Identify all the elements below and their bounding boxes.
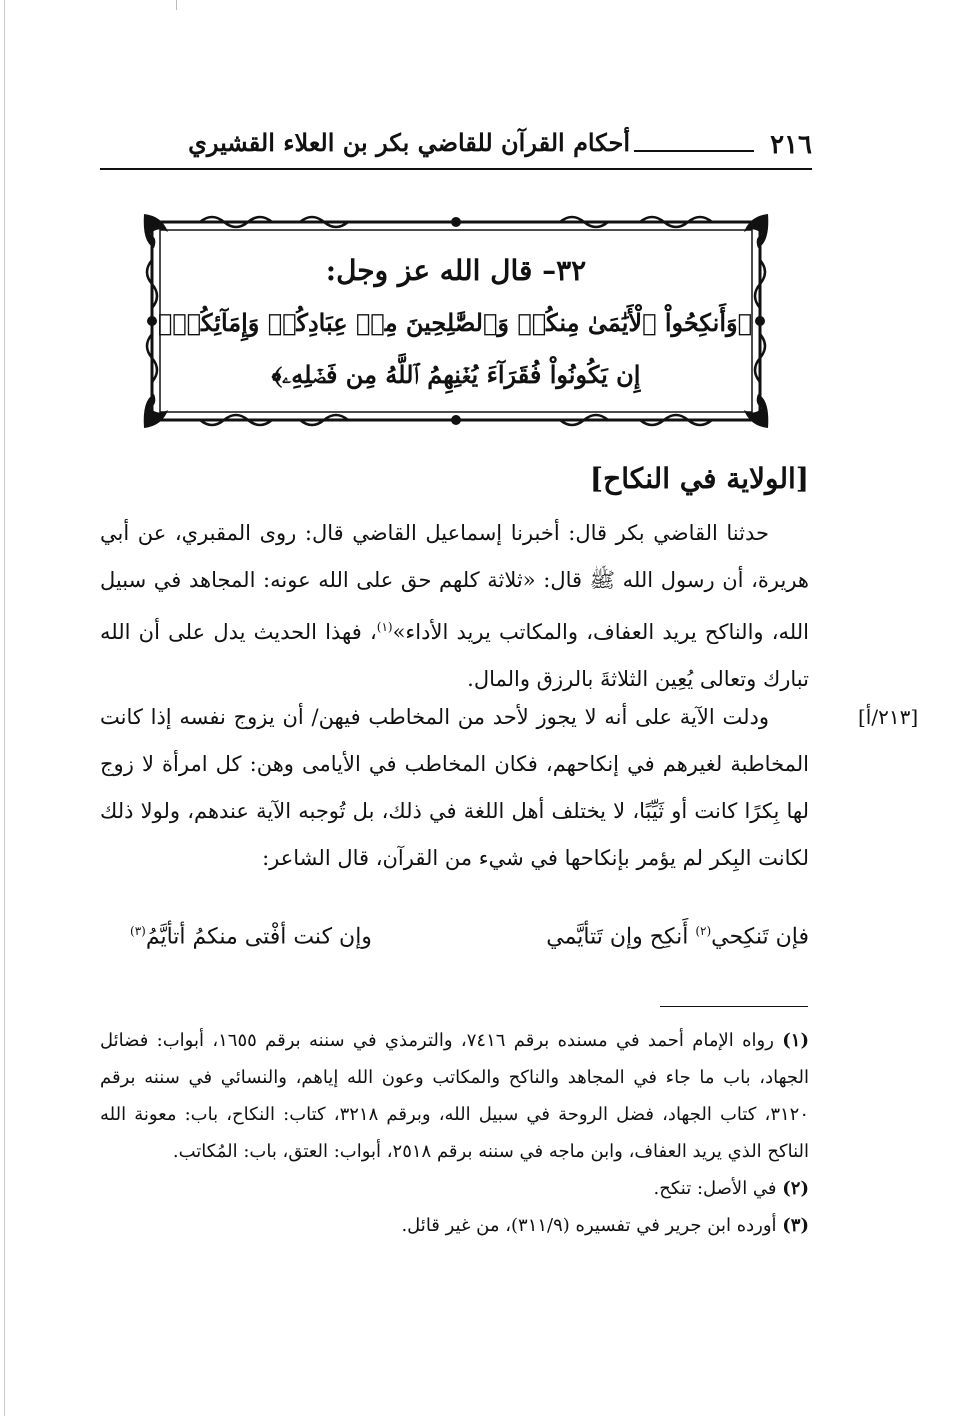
page-top-tick: [176, 0, 177, 10]
book-title: أحكام القرآن للقاضي بكر بن العلاء القشيري: [188, 128, 630, 157]
footnote-text: في الأصل: تنكح.: [653, 1178, 777, 1199]
header-dash-rule: [634, 150, 754, 152]
footnote-separator: [660, 1006, 808, 1007]
paragraph-hadith: [100, 510, 809, 703]
poetry-verse: [120, 924, 819, 968]
footnote-ref[interactable]: (٢): [695, 924, 712, 938]
poetry-hemistich-second: وإن كنت أفْتى منكمُ أتأيَّمُ$^{(٣)}$: [130, 924, 372, 950]
verse-number-title: ٣٢– قال الله عز وجل:: [325, 254, 587, 287]
running-header: [100, 120, 812, 170]
poetry-hemistich-first: فإن تَنكِحي$^{(٢)}$ أَنكِح وإن تَتأيَّمي: [546, 924, 809, 950]
paragraph-text: حدثنا القاضي بكر قال: أخبرنا إسماعيل القاضي قال: روى المقبري، عن أبي هريرة، أن رسول الله ﷺ قال: «ثلاثة كلهم حق على الله عونه: المجاهد في سبيل الله، والناكح يريد العفاف، والمكاتب يريد الأداء»: [100, 521, 809, 644]
paragraph-text: ودلت الآية على أنه لا يجوز لأحد من المخاطب فيهن/ أن يزوج نفسه إذا كانت المخاطبة لغيرهم في إنكاحهم، فكان المخاطب في الأيامى وهن: كل امرأة لا زوج لها بِكرًا كانت أو ثَيِّبًا، لا يختلف أهل اللغة في ذلك، بل تُوجبه الآية عندهم، ولولا ذلك لكانت البِكر لم يؤمر بإنكاحها في شيء من القرآن، قال الشاعر:: [100, 705, 809, 870]
manuscript-folio-marker: [٢١٣/أ]: [858, 705, 919, 729]
footnote-item: [100, 1170, 809, 1207]
footnote-text: أورده ابن جرير في تفسيره (٣١١/٩)، من غير قائل.: [401, 1215, 777, 1236]
paragraph-tail: ، فهذا الحديث يدل على أن الله تبارك وتعالى يُعِين الثلاثةَ بالرزق والمال.: [100, 620, 809, 691]
section-heading: [الولاية في النكاح]: [589, 462, 809, 495]
footnote-item: [100, 1022, 809, 1170]
verse-ornamental-frame: [140, 210, 772, 432]
footnote-item: [100, 1207, 809, 1244]
page-number: ٢١٦: [770, 130, 812, 160]
quran-verse-line-2: إِن يَكُونُواْ فُقَرَآءَ يُغۡنِهِمُ ٱللَّهُ مِن فَضۡلِهِۦ﴾: [271, 360, 641, 389]
header-underline: [100, 168, 812, 170]
paragraph-verse-explanation: [100, 694, 809, 882]
footnote-number: (١): [782, 1030, 809, 1051]
quran-verse-line-1: ﴿وَأَنكِحُواْ ٱلْأَيَٰمَىٰ مِنكُمۡ وَٱلصَّٰلِحِينَ مِنۡ عِبَادِكُمۡ وَإِمَآئِكُمۡۚ: [157, 308, 752, 337]
footnote-ref[interactable]: (١): [376, 620, 393, 634]
footnote-ref[interactable]: (٣): [130, 924, 146, 938]
footnote-number: (٢): [782, 1178, 809, 1199]
page-edge-line: [4, 0, 5, 1416]
footnote-text: رواه الإمام أحمد في مسنده برقم ٧٤١٦، والترمذي في سننه برقم ١٦٥٥، أبواب: فضائل الجهاد، باب ما جاء في المجاهد والناكح والمكاتب وعون الله إياهم، والنسائي في سننه برقم ٣١٢٠، كتاب الجهاد، فضل الروحة في سبيل الله، وبرقم ٣٢١٨، كتاب: النكاح، باب: معونة الله الناكح الذي يريد العفاف، وابن ماجه في سننه برقم ٢٥١٨، أبواب: العتق، باب: المُكاتب.: [100, 1030, 809, 1162]
footnotes-section: [100, 1022, 809, 1244]
footnote-number: (٣): [782, 1215, 809, 1236]
